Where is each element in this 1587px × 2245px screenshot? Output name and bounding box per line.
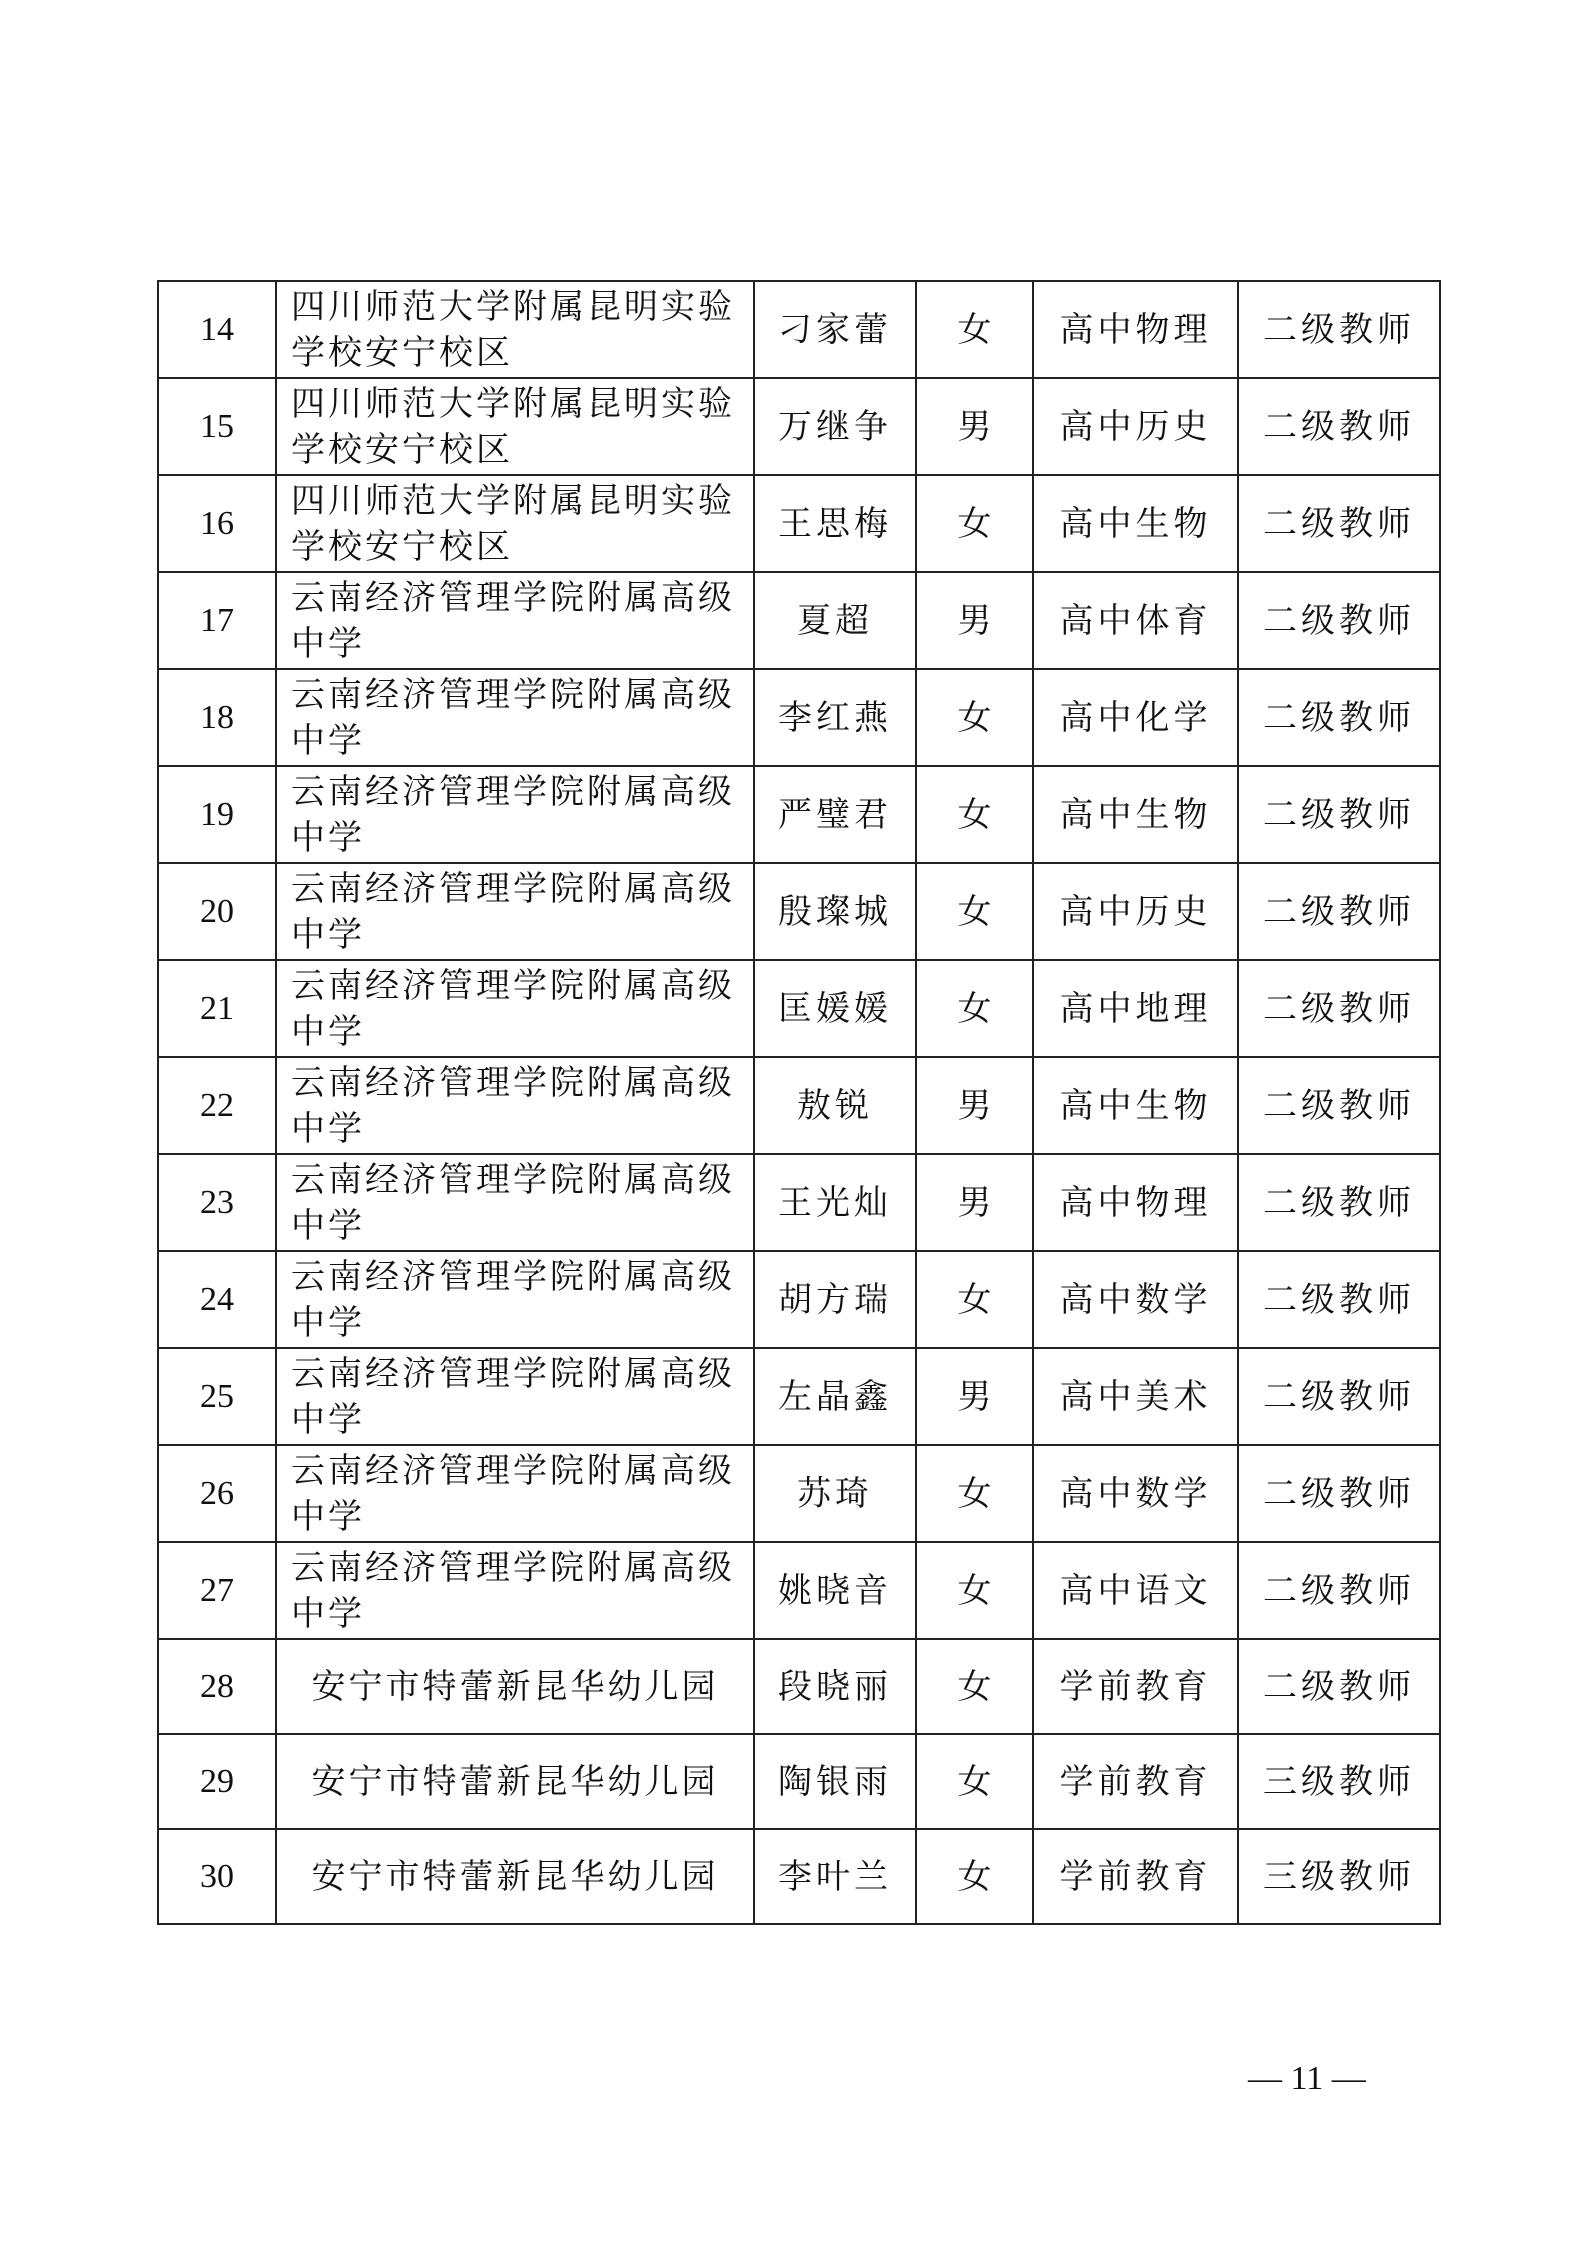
table-row <box>158 669 1440 766</box>
subject: 高中化学 <box>1033 669 1238 766</box>
teacher-title: 二级教师 <box>1238 766 1440 863</box>
subject: 学前教育 <box>1033 1829 1238 1924</box>
teacher-title: 三级教师 <box>1238 1734 1440 1829</box>
school-name: 云南经济管理学院附属高级中学 <box>276 572 754 669</box>
teacher-name: 李叶兰 <box>754 1829 916 1924</box>
gender: 女 <box>916 1829 1033 1924</box>
table-row <box>158 475 1440 572</box>
row-number: 29 <box>158 1734 276 1829</box>
subject: 学前教育 <box>1033 1734 1238 1829</box>
row-number: 24 <box>158 1251 276 1348</box>
teacher-title: 二级教师 <box>1238 863 1440 960</box>
gender: 男 <box>916 1348 1033 1445</box>
table-row <box>158 1734 1440 1829</box>
table-row <box>158 1639 1440 1734</box>
teacher-title: 二级教师 <box>1238 1445 1440 1542</box>
gender: 男 <box>916 378 1033 475</box>
table-row <box>158 572 1440 669</box>
table-row <box>158 378 1440 475</box>
teacher-name: 夏超 <box>754 572 916 669</box>
teacher-title: 二级教师 <box>1238 281 1440 378</box>
school-name: 云南经济管理学院附属高级中学 <box>276 960 754 1057</box>
row-number: 19 <box>158 766 276 863</box>
table-row <box>158 1251 1440 1348</box>
teacher-list-table <box>157 280 1441 1925</box>
row-number: 28 <box>158 1639 276 1734</box>
school-name: 云南经济管理学院附属高级中学 <box>276 766 754 863</box>
gender: 男 <box>916 572 1033 669</box>
gender: 女 <box>916 863 1033 960</box>
gender: 女 <box>916 1542 1033 1639</box>
teacher-name: 姚晓音 <box>754 1542 916 1639</box>
subject: 高中生物 <box>1033 1057 1238 1154</box>
row-number: 14 <box>158 281 276 378</box>
school-name: 安宁市特蕾新昆华幼儿园 <box>276 1829 754 1924</box>
subject: 高中地理 <box>1033 960 1238 1057</box>
table-row <box>158 1057 1440 1154</box>
school-name: 云南经济管理学院附属高级中学 <box>276 669 754 766</box>
teacher-name: 段晓丽 <box>754 1639 916 1734</box>
subject: 高中生物 <box>1033 766 1238 863</box>
teacher-title: 二级教师 <box>1238 960 1440 1057</box>
gender: 女 <box>916 766 1033 863</box>
row-number: 30 <box>158 1829 276 1924</box>
teacher-name: 王光灿 <box>754 1154 916 1251</box>
teacher-title: 三级教师 <box>1238 1829 1440 1924</box>
table-row <box>158 1542 1440 1639</box>
page-number: — 11 — <box>1248 2060 1366 2097</box>
teacher-title: 二级教师 <box>1238 572 1440 669</box>
school-name: 云南经济管理学院附属高级中学 <box>276 1251 754 1348</box>
gender: 女 <box>916 1639 1033 1734</box>
subject: 高中数学 <box>1033 1445 1238 1542</box>
school-name: 安宁市特蕾新昆华幼儿园 <box>276 1734 754 1829</box>
teacher-title: 二级教师 <box>1238 1057 1440 1154</box>
teacher-name: 殷璨城 <box>754 863 916 960</box>
teacher-name: 苏琦 <box>754 1445 916 1542</box>
subject: 高中数学 <box>1033 1251 1238 1348</box>
row-number: 18 <box>158 669 276 766</box>
school-name: 云南经济管理学院附属高级中学 <box>276 1348 754 1445</box>
subject: 高中物理 <box>1033 1154 1238 1251</box>
row-number: 16 <box>158 475 276 572</box>
subject: 高中生物 <box>1033 475 1238 572</box>
school-name: 四川师范大学附属昆明实验学校安宁校区 <box>276 378 754 475</box>
teacher-name: 匡媛媛 <box>754 960 916 1057</box>
subject: 高中历史 <box>1033 378 1238 475</box>
subject: 高中体育 <box>1033 572 1238 669</box>
teacher-title: 二级教师 <box>1238 669 1440 766</box>
teacher-title: 二级教师 <box>1238 378 1440 475</box>
subject: 学前教育 <box>1033 1639 1238 1734</box>
row-number: 15 <box>158 378 276 475</box>
teacher-name: 王思梅 <box>754 475 916 572</box>
teacher-title: 二级教师 <box>1238 1348 1440 1445</box>
teacher-name: 敖锐 <box>754 1057 916 1154</box>
row-number: 23 <box>158 1154 276 1251</box>
teacher-name: 李红燕 <box>754 669 916 766</box>
subject: 高中美术 <box>1033 1348 1238 1445</box>
teacher-name: 左晶鑫 <box>754 1348 916 1445</box>
table-row <box>158 960 1440 1057</box>
row-number: 20 <box>158 863 276 960</box>
table-row <box>158 863 1440 960</box>
table-row <box>158 1445 1440 1542</box>
row-number: 27 <box>158 1542 276 1639</box>
teacher-title: 二级教师 <box>1238 475 1440 572</box>
table-row <box>158 766 1440 863</box>
school-name: 云南经济管理学院附属高级中学 <box>276 1542 754 1639</box>
table-row <box>158 1829 1440 1924</box>
gender: 男 <box>916 1057 1033 1154</box>
teacher-name: 胡方瑞 <box>754 1251 916 1348</box>
teacher-name: 万继争 <box>754 378 916 475</box>
school-name: 四川师范大学附属昆明实验学校安宁校区 <box>276 281 754 378</box>
teacher-name: 刁家蕾 <box>754 281 916 378</box>
subject: 高中物理 <box>1033 281 1238 378</box>
row-number: 17 <box>158 572 276 669</box>
teacher-title: 二级教师 <box>1238 1154 1440 1251</box>
row-number: 25 <box>158 1348 276 1445</box>
teacher-title: 二级教师 <box>1238 1251 1440 1348</box>
school-name: 云南经济管理学院附属高级中学 <box>276 1057 754 1154</box>
gender: 女 <box>916 1734 1033 1829</box>
teacher-title: 二级教师 <box>1238 1639 1440 1734</box>
table-row <box>158 1348 1440 1445</box>
teacher-name: 严璧君 <box>754 766 916 863</box>
table-row <box>158 1154 1440 1251</box>
teacher-list-body <box>158 281 1440 1924</box>
gender: 女 <box>916 475 1033 572</box>
row-number: 26 <box>158 1445 276 1542</box>
teacher-name: 陶银雨 <box>754 1734 916 1829</box>
school-name: 云南经济管理学院附属高级中学 <box>276 863 754 960</box>
subject: 高中历史 <box>1033 863 1238 960</box>
school-name: 云南经济管理学院附属高级中学 <box>276 1445 754 1542</box>
gender: 男 <box>916 1154 1033 1251</box>
table-row <box>158 281 1440 378</box>
gender: 女 <box>916 1445 1033 1542</box>
gender: 女 <box>916 960 1033 1057</box>
gender: 女 <box>916 281 1033 378</box>
subject: 高中语文 <box>1033 1542 1238 1639</box>
school-name: 安宁市特蕾新昆华幼儿园 <box>276 1639 754 1734</box>
gender: 女 <box>916 1251 1033 1348</box>
gender: 女 <box>916 669 1033 766</box>
school-name: 四川师范大学附属昆明实验学校安宁校区 <box>276 475 754 572</box>
row-number: 22 <box>158 1057 276 1154</box>
school-name: 云南经济管理学院附属高级中学 <box>276 1154 754 1251</box>
teacher-title: 二级教师 <box>1238 1542 1440 1639</box>
row-number: 21 <box>158 960 276 1057</box>
